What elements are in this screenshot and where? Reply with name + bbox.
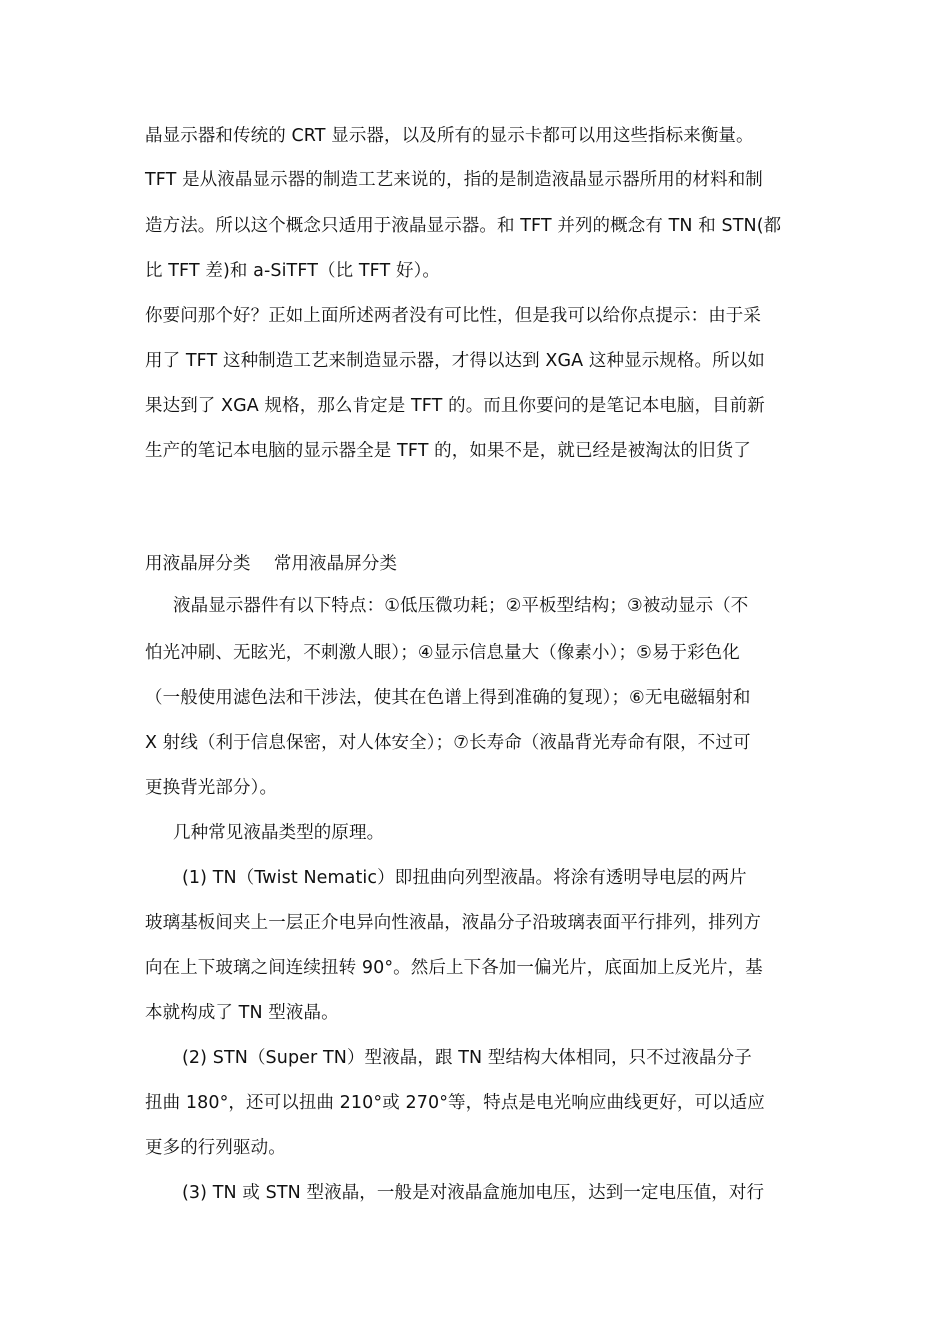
paragraph-line: (2) STN（Super TN）型液晶，跟 TN 型结构大体相同，只不过液晶分子 xyxy=(182,1048,752,1068)
paragraph-line: 玻璃基板间夹上一层正介电异向性液晶，液晶分子沿玻璃表面平行排列，排列方 xyxy=(145,913,761,933)
paragraph-line: 你要问那个好？正如上面所述两者没有可比性，但是我可以给你点提示：由于采 xyxy=(145,306,761,326)
paragraph-line: X 射线（利于信息保密，对人体安全）；⑦长寿命（液晶背光寿命有限，不过可 xyxy=(145,733,751,753)
paragraph-line: 更换背光部分）。 xyxy=(145,778,278,798)
paragraph-line: 果达到了 XGA 规格，那么肯定是 TFT 的。而且你要问的是笔记本电脑，目前新 xyxy=(145,396,765,416)
paragraph-line: 更多的行列驱动。 xyxy=(145,1138,286,1158)
paragraph-line: 向在上下玻璃之间连续扭转 90°。然后上下各加一偏光片，底面加上反光片，基 xyxy=(145,958,763,978)
paragraph-line: 晶显示器和传统的 CRT 显示器，以及所有的显示卡都可以用这些指标来衡量。 xyxy=(145,126,754,146)
paragraph-line: （一般使用滤色法和干涉法，使其在色谱上得到准确的复现）；⑥无电磁辐射和 xyxy=(145,688,751,708)
paragraph-line: 液晶显示器件有以下特点：①低压微功耗；②平板型结构；③被动显示（不 xyxy=(173,596,749,616)
paragraph-line: 扭曲 180°，还可以扭曲 210°或 270°等，特点是电光响应曲线更好，可以适应 xyxy=(145,1093,765,1113)
paragraph-line: 生产的笔记本电脑的显示器全是 TFT 的，如果不是，就已经是被淘汰的旧货了 xyxy=(145,441,751,461)
paragraph-line: 比 TFT 差)和 a-SiTFT（比 TFT 好）。 xyxy=(145,261,441,281)
paragraph-line: 怕光冲刷、无眩光，不刺激人眼）；④显示信息量大（像素小）；⑤易于彩色化 xyxy=(145,643,740,663)
paragraph-line: 造方法。所以这个概念只适用于液晶显示器。和 TFT 并列的概念有 TN 和 STN(都 xyxy=(145,216,782,236)
paragraph-line: 几种常见液晶类型的原理。 xyxy=(173,823,385,843)
paragraph-line: (3) TN 或 STN 型液晶，一般是对液晶盒施加电压，达到一定电压值，对行 xyxy=(182,1183,765,1203)
paragraph-line: 本就构成了 TN 型液晶。 xyxy=(145,1003,339,1023)
paragraph-line: TFT 是从液晶显示器的制造工艺来说的，指的是制造液晶显示器所用的材料和制 xyxy=(145,170,763,190)
paragraph-line: (1) TN（Twist Nematic）即扭曲向列型液晶。将涂有透明导电层的两片 xyxy=(182,868,747,888)
paragraph-line: 用了 TFT 这种制造工艺来制造显示器，才得以达到 XGA 这种显示规格。所以如 xyxy=(145,351,765,371)
section-heading: 用液晶屏分类 常用液晶屏分类 xyxy=(145,554,398,574)
